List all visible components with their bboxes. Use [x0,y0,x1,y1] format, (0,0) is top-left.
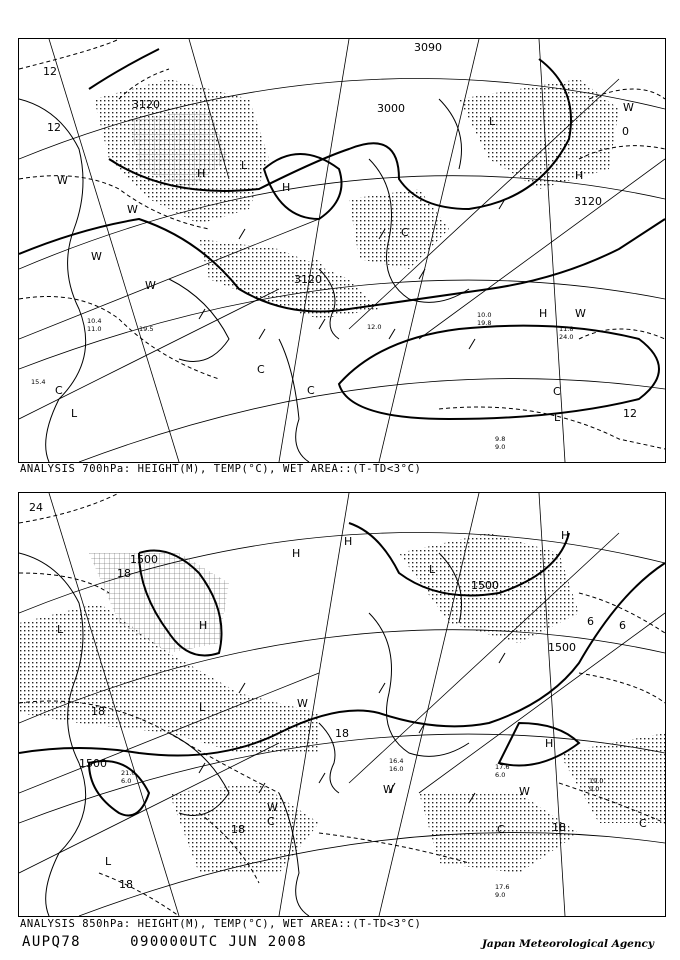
station-value: 9.0 [495,891,506,899]
chart-id: AUPQ78 [22,934,81,950]
center-label: C [55,384,63,397]
center-label: H [197,167,206,180]
center-label: W [267,801,278,814]
temp-label: 18 [91,705,105,718]
map-850hpa [18,492,666,917]
temp-label: 18 [335,727,349,740]
center-label: H [575,169,584,182]
temp-label: 0 [622,125,629,138]
height-label: 3120 [294,273,322,286]
station-values-700 [31,311,573,451]
center-label: W [57,174,68,187]
center-label: C [401,226,409,239]
height-label: 1500 [548,641,576,654]
center-label: C [639,817,647,830]
center-label: C [267,815,275,828]
center-label: W [623,101,634,114]
station-value: 17.6 [495,763,510,771]
center-label: H [199,619,208,632]
center-label: H [344,535,353,548]
station-value: 11.8 [559,325,574,333]
center-label: H [292,547,301,560]
height-label: 3120 [132,98,160,111]
center-label: H [539,307,548,320]
center-label: H [545,737,554,750]
temp-label: 12 [623,407,637,420]
station-value: 10.0 [477,311,492,319]
center-label: H [561,529,570,542]
map-700hpa [18,38,666,463]
temp-label: 12 [47,121,61,134]
station-value: 9.8 [495,435,506,443]
center-label: W [575,307,586,320]
station-value: 12.0 [367,323,382,331]
height-label: 3120 [574,195,602,208]
agency-name: Japan Meteorological Agency [481,938,654,950]
center-label: L [241,159,248,172]
height-label: 1500 [130,553,158,566]
temp-label: 18 [117,567,131,580]
chart-spacer [91,934,121,950]
center-label: L [105,855,112,868]
station-value: 19.8 [477,319,492,327]
temp-label: 12 [43,65,57,78]
center-label: L [199,701,206,714]
center-label: L [554,411,561,424]
map-850hpa-canvas [19,493,665,916]
center-label: C [307,384,315,397]
valid-time: 090000UTC JUN 2008 [130,934,308,950]
station-value: 16.0 [389,765,404,773]
station-value: 9.0 [495,443,506,451]
station-value: 15.4 [31,378,46,386]
center-label: C [497,823,505,836]
station-value: 19.0 [589,777,604,785]
caption-850hpa: ANALYSIS 850hPa: HEIGHT(M), TEMP(°C), WET AREA::(T-TD<3°C) [20,918,422,930]
center-label: L [429,563,436,576]
center-label: W [519,785,530,798]
center-label: L [57,623,64,636]
station-value: 11.0 [87,325,102,333]
temp-label: 18 [552,821,566,834]
temp-label: 18 [119,878,133,891]
station-value: 10.4 [87,317,102,325]
station-value: 24.0 [559,333,574,341]
center-label: W [91,250,102,263]
height-label: 1500 [471,579,499,592]
center-label: W [383,783,394,796]
station-value: 17.6 [495,883,510,891]
station-value: 19.5 [139,325,154,333]
center-label: C [257,363,265,376]
caption-700hpa: ANALYSIS 700hPa: HEIGHT(M), TEMP(°C), WET AREA::(T-TD<3°C) [20,463,422,475]
station-value: 21.0 [121,769,136,777]
temp-label: 6 [619,619,626,632]
station-value: 6.0 [121,777,132,785]
center-label: C [553,385,561,398]
center-label: W [297,697,308,710]
station-value: 9.0 [589,785,600,793]
center-label: L [489,115,496,128]
temp-label: 6 [587,615,594,628]
map-700hpa-canvas [19,39,665,462]
temp-label: 18 [231,823,245,836]
center-label: H [282,181,291,194]
height-label: 3000 [377,102,405,115]
center-label: L [71,407,78,420]
station-value: 16.4 [389,757,404,765]
height-label: 1500 [79,757,107,770]
chart-identifier [22,934,307,950]
center-label: W [127,203,138,216]
temp-label: 24 [29,501,43,514]
height-label: 3090 [414,41,442,54]
center-label: W [145,279,156,292]
station-value: 6.0 [495,771,506,779]
